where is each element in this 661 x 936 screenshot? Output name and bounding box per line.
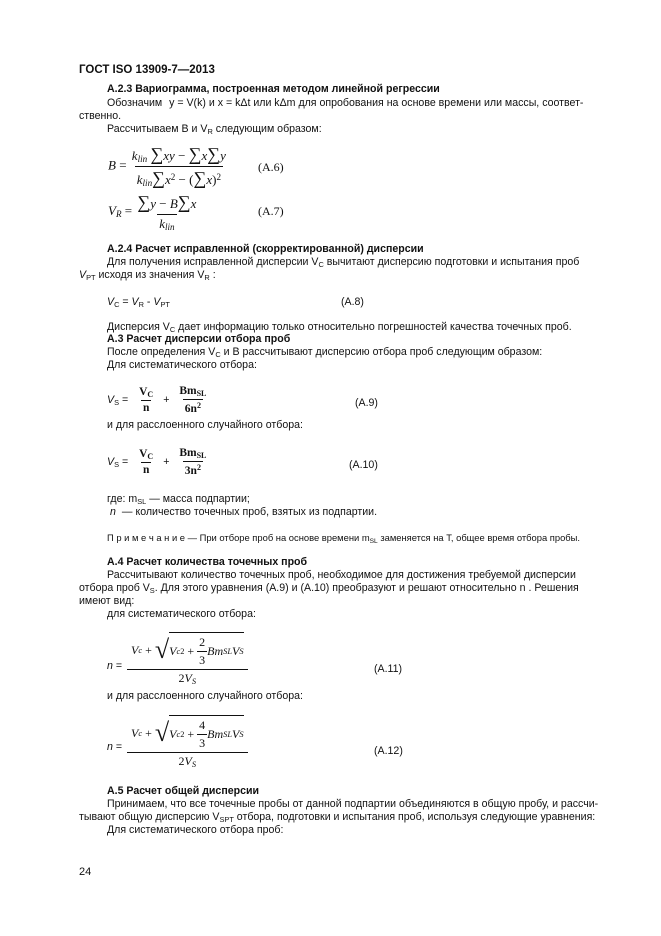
a5-paragraph-2: Для систематического отбора проб: — [107, 824, 284, 836]
a23-paragraph-1: Обозначим y = V(k) и x = kΔt или kΔm для опробования на основе времени или массы, соответ- — [107, 97, 584, 109]
note: П р и м е ч а н и е — При отборе проб на основе времени $m_{SL}$ заменяется на T, общее время отбора пробы. — [107, 532, 580, 545]
equation-a8: $V_C = V_R - V_{PT}$ — [107, 296, 170, 309]
page-number: 24 — [79, 866, 92, 878]
a3-paragraph-2: Для систематического отбора: — [107, 359, 257, 371]
equation-a12-number: (А.12) — [374, 745, 403, 757]
a24-paragraph-1-cont: $V_{PT}$ исходя из значения $V_R$ : — [79, 269, 216, 282]
section-a24-heading: А.2.4 Расчет исправленной (скорректированной) дисперсии — [107, 243, 424, 255]
where-line-1: где: $m_{SL}$ — масса подпартии; — [107, 493, 250, 506]
equation-a12: n = V c + √ V c 2 + $\frac{4}{3}$ Bm SL V S $2V_S$ — [107, 715, 246, 769]
section-a4-heading: А.4 Расчет количества точечных проб — [107, 556, 308, 568]
equation-a9-number: (А.9) — [355, 397, 378, 409]
a24-paragraph-1: Для получения исправленной дисперсии $V_C$ вычитают дисперсию подготовки и испытания проб — [107, 256, 580, 269]
a3-paragraph-3: и для расслоенного случайного отбора: — [107, 419, 303, 431]
equation-a10-number: (А.10) — [349, 459, 378, 471]
a4-paragraph-1-end: имеют вид: — [79, 595, 135, 607]
a4-paragraph-1: Рассчитывают количество точечных проб, необходимое для достижения требуемой дисперсии — [107, 569, 576, 581]
equation-a9: $V_S$ = $\frac{V_C}{n}$ + $\frac{Bm_{SL}}{6n^2}$ — [107, 385, 207, 415]
equation-a6-number: (А.6) — [258, 160, 284, 174]
equation-a7-number: (А.7) — [258, 204, 284, 218]
equation-a11: n = V c + √ V c 2 + $\frac{2}{3}$ Bm SL V S $2V_S$ — [107, 632, 246, 686]
a23-paragraph-1-cont: ственно. — [79, 110, 122, 122]
equation-a10: $V_S$ = $\frac{V_C}{n}$ + $\frac{Bm_{SL}}{3n^2}$ — [107, 447, 207, 477]
a4-paragraph-2: для систематического отбора: — [107, 608, 256, 620]
section-a5-heading: А.5 Расчет общей дисперсии — [107, 785, 260, 797]
equation-a8-number: (А.8) — [341, 296, 364, 308]
section-a3-heading: А.3 Расчет дисперсии отбора проб — [107, 333, 291, 345]
where-line-2: n — количество точечных проб, взятых из подпартии. — [110, 506, 378, 518]
a3-paragraph-1: После определения $V_C$ и B рассчитывают дисперсию отбора проб следующим образом: — [107, 346, 543, 359]
document-id: ГОСТ ISO 13909-7—2013 — [79, 64, 215, 76]
a24-paragraph-2: Дисперсия $V_C$ дает информацию только относительно погрешностей качества точечных проб. — [107, 321, 572, 334]
a23-paragraph-2: Рассчитываем B и $V_R$ следующим образом: — [107, 123, 322, 136]
a5-paragraph-1: Принимаем, что все точечные пробы от данной подпартии объединяются в общую пробу, и рассчи- — [107, 798, 599, 810]
a4-paragraph-3: и для расслоенного случайного отбора: — [107, 690, 303, 702]
equation-a7: $V_R$ = $\frac{\sum y - B\sum x}{k_{lin}}$ — [108, 192, 197, 232]
a4-paragraph-1-cont: отбора проб $V_S$. Для этого уравнения (А.9) и (А.10) преобразуют и решают относительно n . Решения — [79, 582, 579, 595]
section-a23-heading: А.2.3 Вариограмма, построенная методом линейной регрессии — [107, 83, 440, 95]
equation-a11-number: (А.11) — [374, 663, 403, 675]
equation-a6: B = $\frac{k_{lin} \sum xy - \sum x\sum y}{k_{lin}\sum x^2 - (\sum x)^2}$ — [108, 144, 226, 188]
a5-paragraph-1-cont: тывают общую дисперсию $V_{SPT}$ отбора, подготовки и испытания проб, используя следующие уравнения: — [79, 811, 596, 824]
